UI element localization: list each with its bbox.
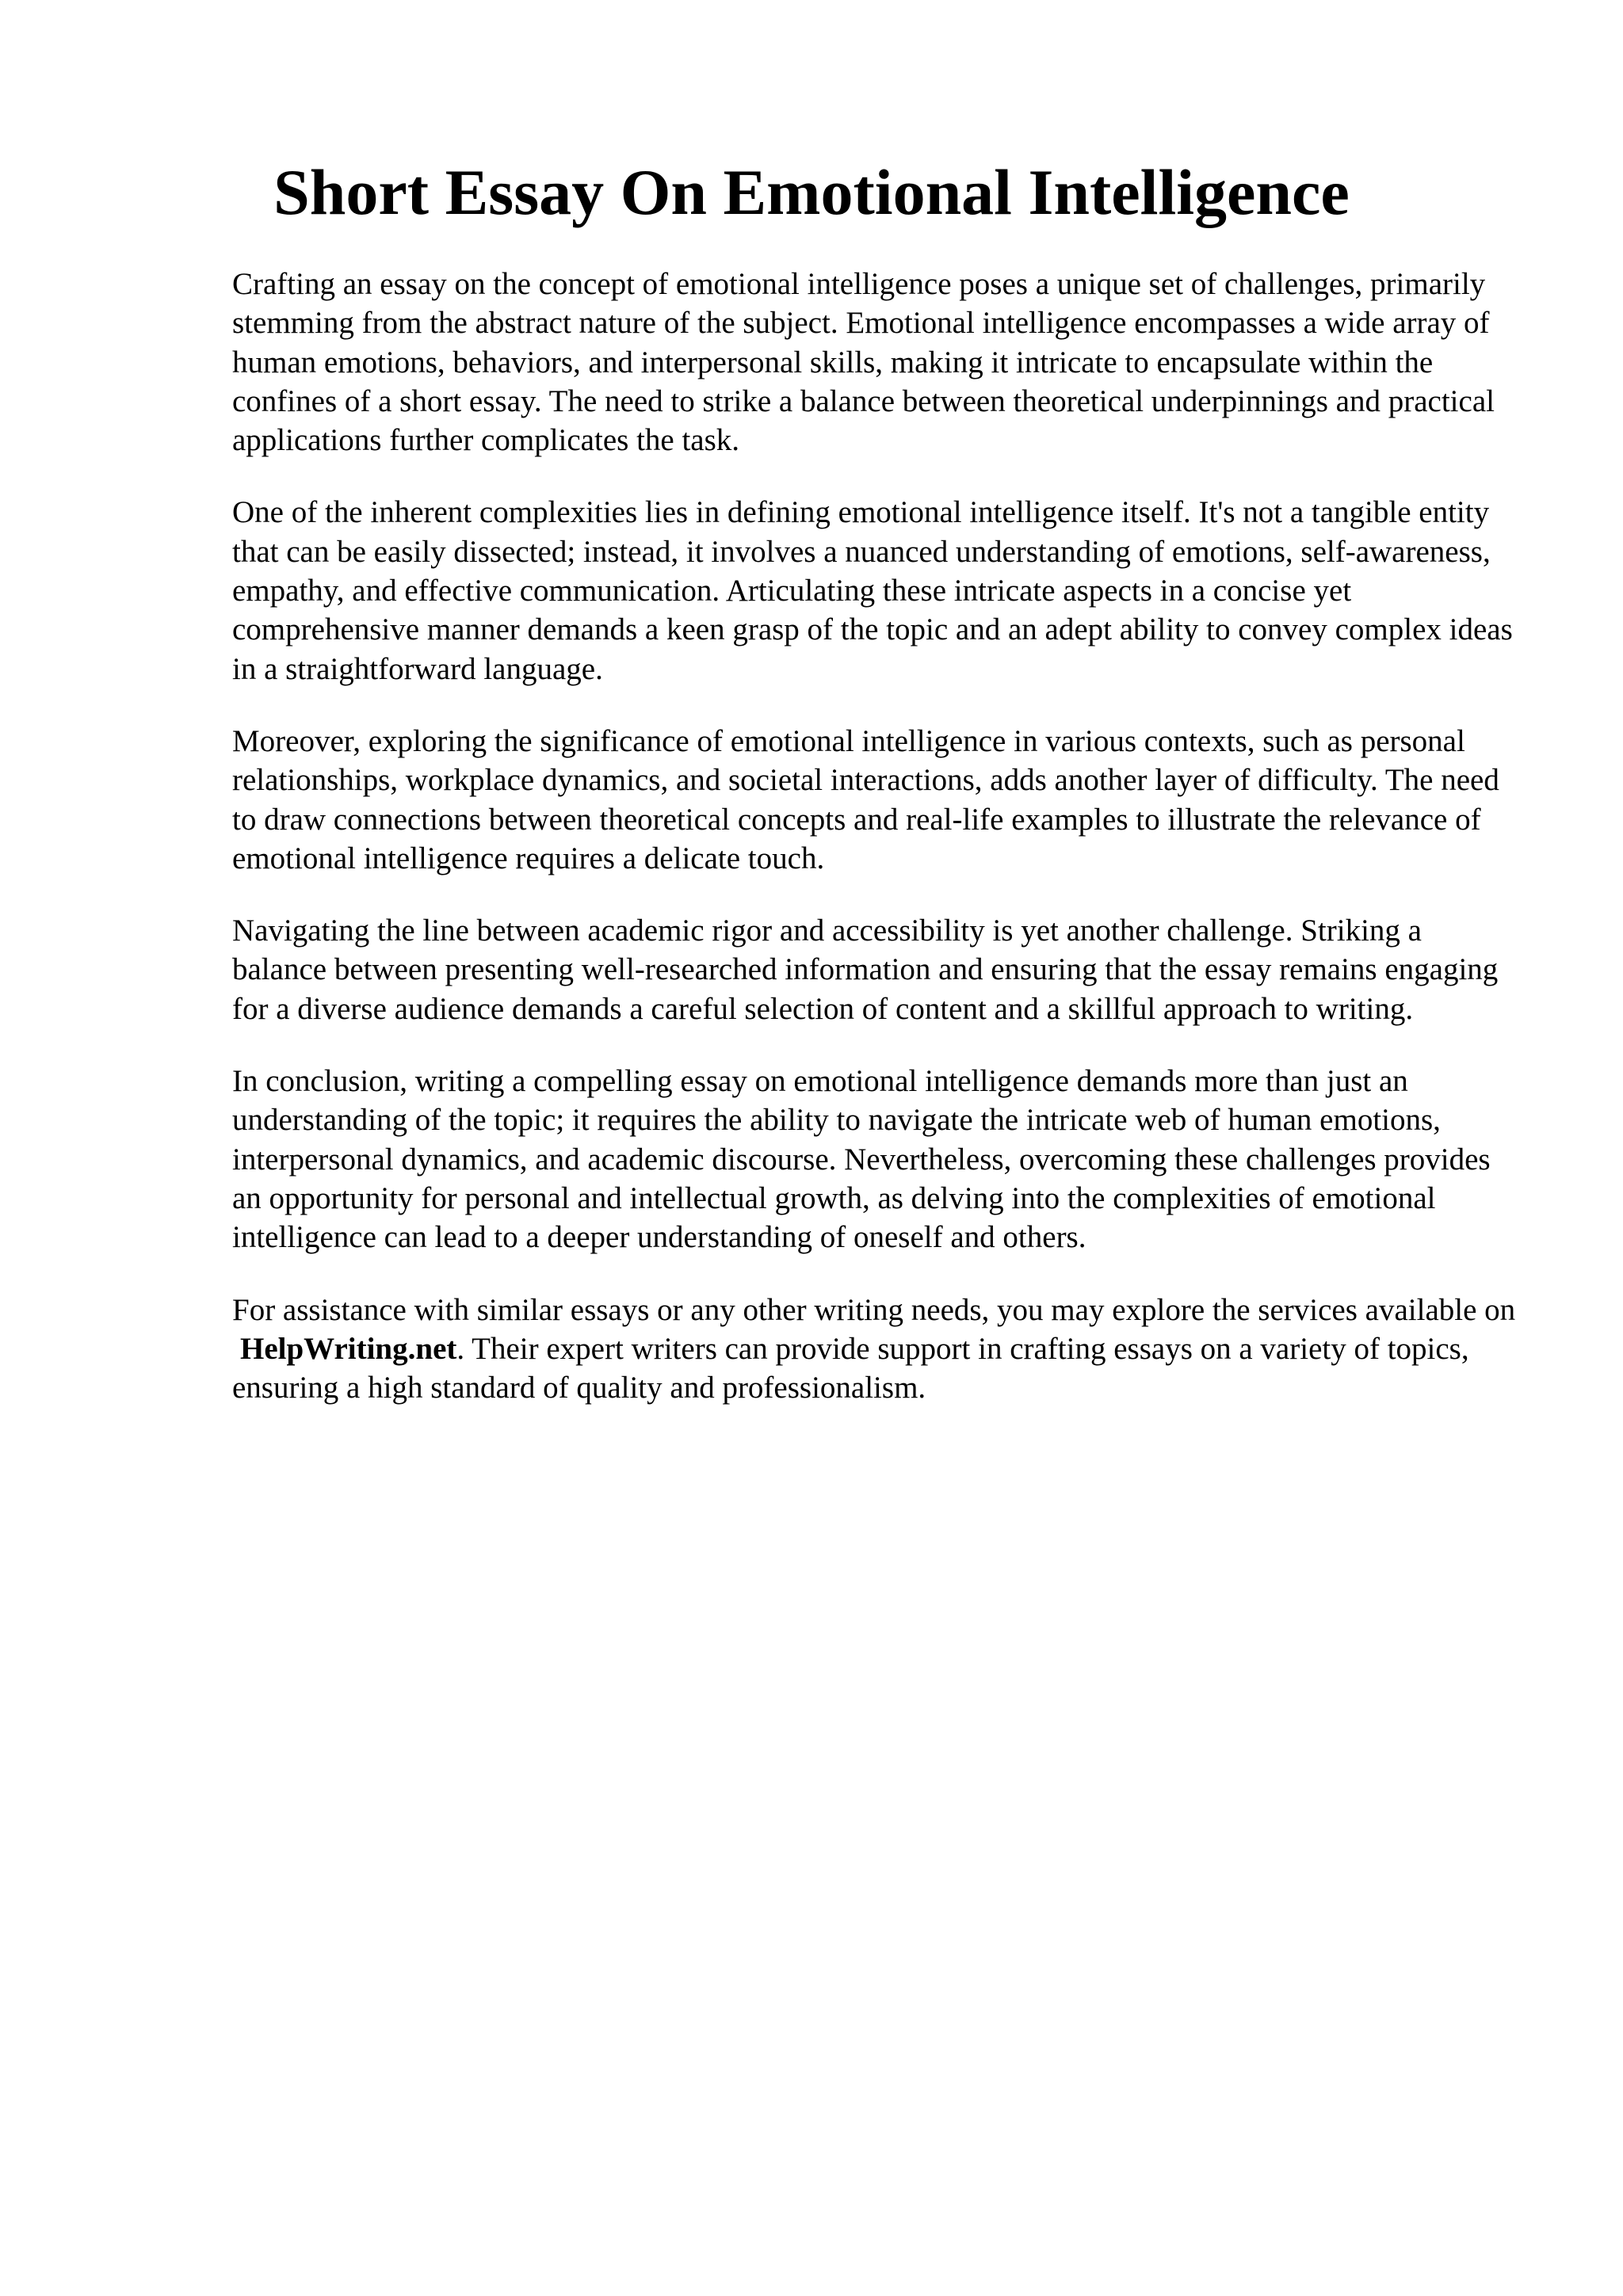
closing-text-before: For assistance with similar essays or any other writing needs, you may explore the services available on	[232, 1292, 1516, 1327]
helpwriting-link[interactable]: HelpWriting.net	[240, 1331, 457, 1366]
document-title: Short Essay On Emotional Intelligence	[273, 156, 1350, 228]
paragraph-3: Moreover, exploring the significance of emotional intelligence in various contexts, such as personal relationships, workplace dynamics, and societal interactions, adds another layer of difficulty. The need to draw connections between theoretical concepts and real-life examples to illustrate the relevance of emotional intelligence requires a delicate touch.	[232, 723, 1499, 875]
closing-text-after: . Their expert writers can provide support in crafting essays on a variety of topics, ensuring a high standard of quality and professionalism.	[232, 1331, 1469, 1405]
paragraph-4: Navigating the line between academic rigor and accessibility is yet another challenge. Striking a balance between presenting well-researched information and ensuring that the essay remains engaging for a diverse audience demands a careful selection of content and a skillful approach to writing.	[232, 913, 1499, 1026]
paragraph-1: Crafting an essay on the concept of emotional intelligence poses a unique set of challenges, primarily stemming from the abstract nature of the subject. Emotional intelligence encompasses a wide array of human emotions, behaviors, and interpersonal skills, making it intricate to encapsulate within the confines of a short essay. The need to strike a balance between theoretical underpinnings and practical applications further complicates the task.	[232, 267, 1495, 458]
document-body	[232, 265, 1520, 1440]
closing-paragraph	[232, 1291, 1520, 1408]
paragraph-2: One of the inherent complexities lies in defining emotional intelligence itself. It's not a tangible entity that can be easily dissected; instead, it involves a nuanced understanding of emotions, self-awareness, empathy, and effective communication. Articulating these intricate aspects in a concise yet comprehensive manner demands a keen grasp of the topic and an adept ability to convey complex ideas in a straightforward language.	[232, 495, 1513, 686]
paragraph-5: In conclusion, writing a compelling essay on emotional intelligence demands more than just an understanding of the topic; it requires the ability to navigate the intricate web of human emotions, interpersonal dynamics, and academic discourse. Nevertheless, overcoming these challenges provides an opportunity for personal and intellectual growth, as delving into the complexities of emotional intelligence can lead to a deeper understanding of oneself and others.	[232, 1064, 1491, 1255]
